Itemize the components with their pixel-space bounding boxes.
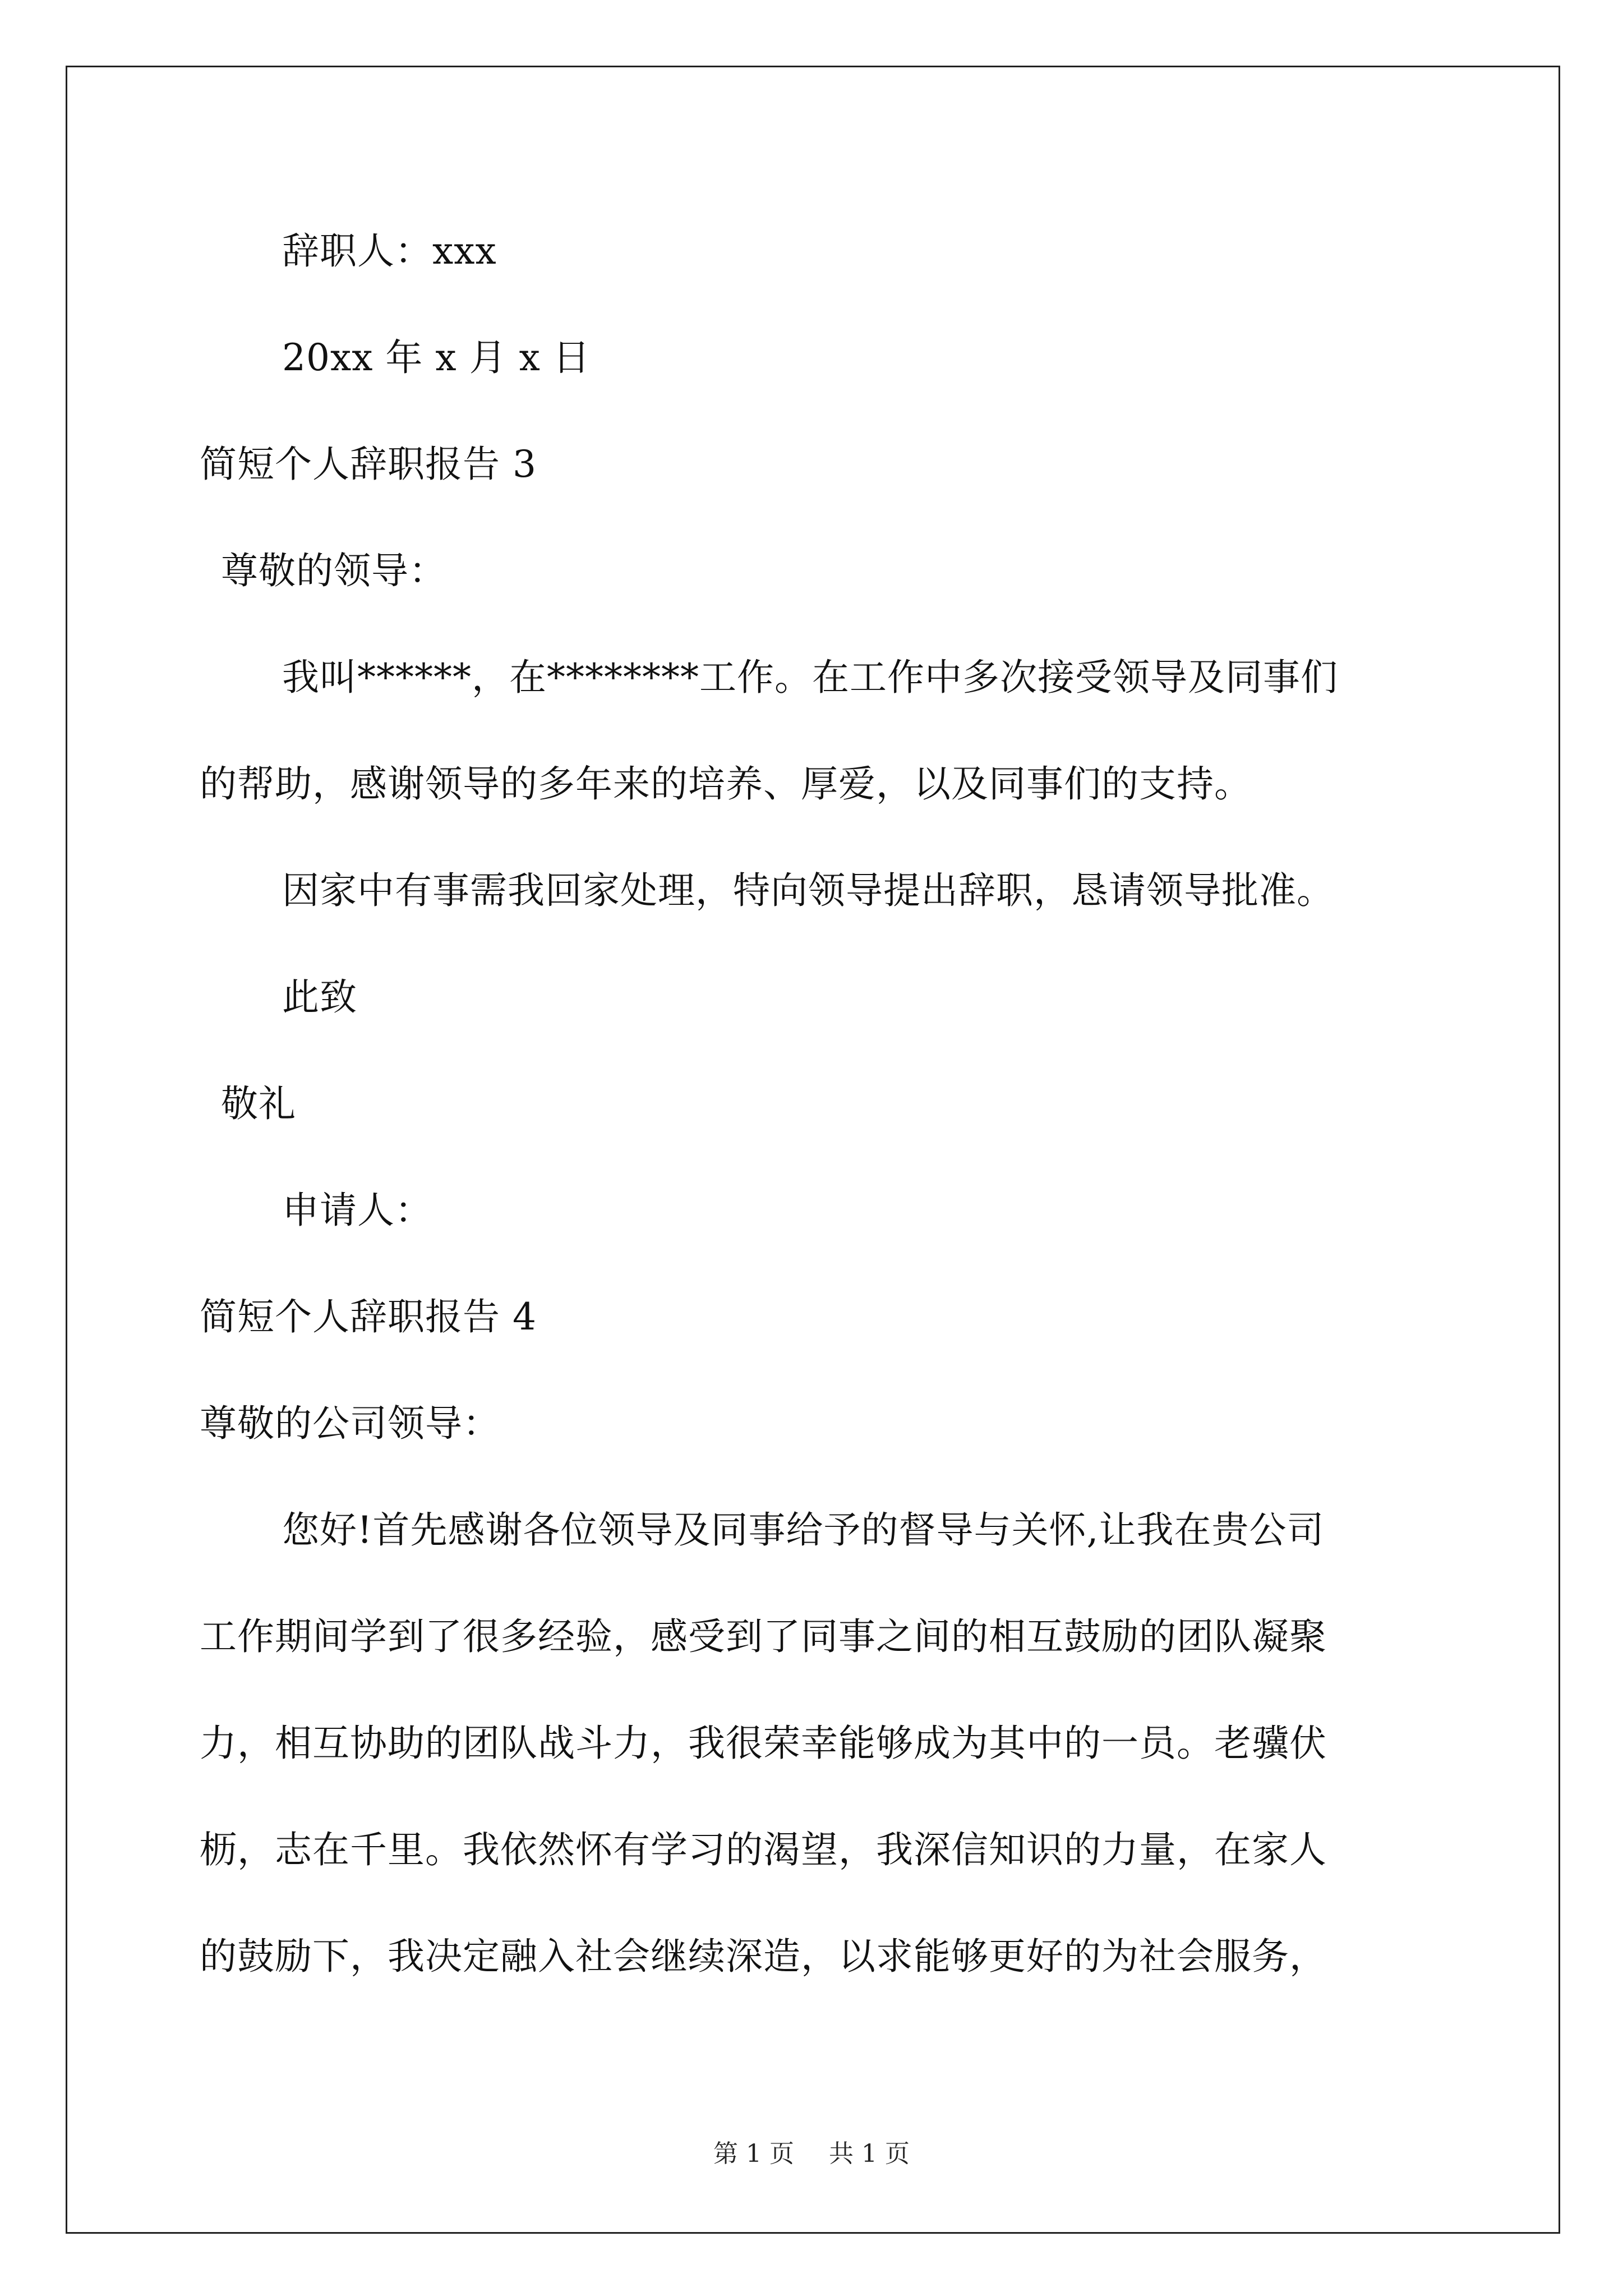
paragraph-line: 力，相互协助的团队战斗力，我很荣幸能够成为其中的一员。老骥伏 [200,1722,1327,1765]
page-footer [0,2137,1623,2171]
page-number: 第 1 页 [713,2139,794,2168]
section-heading: 简短个人辞职报告 4 [200,1295,537,1338]
paragraph-line: 枥，志在千里。我依然怀有学习的渴望，我深信知识的力量，在家人 [200,1828,1327,1871]
paragraph-line: 的帮助，感谢领导的多年来的培养、厚爱，以及同事们的支持。 [200,762,1252,806]
salutation: 尊敬的公司领导： [200,1402,500,1445]
section-heading: 简短个人辞职报告 3 [200,443,537,486]
page-total: 共 1 页 [829,2139,910,2168]
paragraph-line: 的鼓励下，我决定融入社会继续深造，以求能够更好的为社会服务， [200,1935,1327,1978]
paragraph-line: 因家中有事需我回家处理，特向领导提出辞职，恳请领导批准。 [282,869,1334,912]
closing-line: 此致 [282,976,357,1019]
paragraph-line: 您好!首先感谢各位领导及同事给予的督导与关怀,让我在贵公司 [282,1508,1325,1552]
signer-line: 辞职人：xxx [282,229,497,273]
date-line: 20xx 年 x 月 x 日 [282,336,591,379]
applicant-line: 申请人： [282,1189,432,1232]
paragraph-line: 我叫******，在********工作。在工作中多次接受领导及同事们 [282,656,1338,699]
page-border [66,66,1560,2234]
salutation: 尊敬的领导： [221,549,446,592]
paragraph-line: 工作期间学到了很多经验，感受到了同事之间的相互鼓励的团队凝聚 [200,1615,1327,1658]
closing-line: 敬礼 [221,1082,296,1125]
